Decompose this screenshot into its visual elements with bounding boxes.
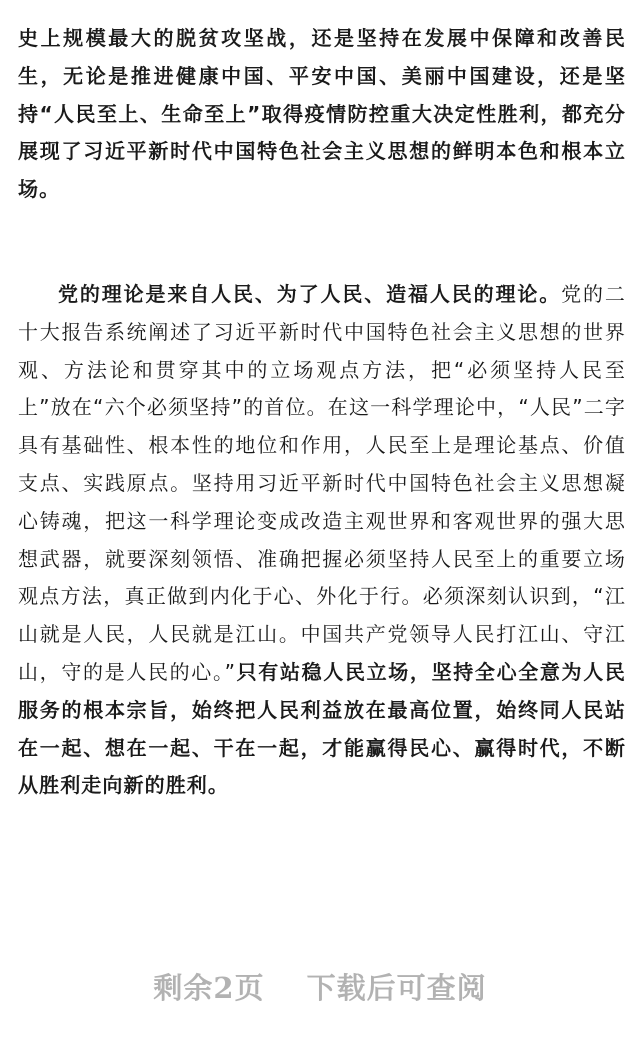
paragraph-2-lead: 党的理论是来自人民、为了人民、造福人民的理论。	[58, 282, 562, 306]
paragraph-2-conclusion: 只有站稳人民立场，坚持全心全意为人民服务的根本宗旨，始终把人民利益放在最高位置，始终同人民站在一起、想在一起、干在一起，才能赢得民心、赢得时代，不断从胜利走向新的胜利。	[18, 659, 626, 798]
paragraph-2-body: 党的二十大报告系统阐述了习近平新时代中国特色社会主义思想的世界观、方法论和贯穿其中的立场观点方法，把“必须坚持人民至上”放在“六个必须坚持”的首位。在这一科学理论中，“人民”二字具有基础性、根本性的地位和作用，人民至上是理论基点、价值支点、实践原点。坚持用习近平新时代中国特色社会主义思想凝心铸魂，把这一科学理论变成改造主观世界和客观世界的强大思想武器，就要深刻领悟、准确把握必须坚持人民至上的重要立场观点方法，真正做到内化于心、外化于行。必须深刻认识到，“江山就是人民，人民就是江山。中国共产党领导人民打江山、守江山，守的是人民的心。”	[18, 282, 626, 684]
download-prompt-label: 下载后可查阅	[306, 971, 487, 1005]
paragraph-2	[18, 276, 626, 805]
remaining-pages-notice[interactable]	[0, 966, 640, 1007]
paragraph-1: 史上规模最大的脱贫攻坚战，还是坚持在发展中保障和改善民生，无论是推进健康中国、平安中国、美丽中国建设，还是坚持“人民至上、生命至上”取得疫情防控重大决定性胜利，都充分展现了习近平新时代中国特色社会主义思想的鲜明本色和根本立场。	[18, 26, 626, 202]
remaining-pages-label: 剩余2页	[153, 971, 265, 1005]
